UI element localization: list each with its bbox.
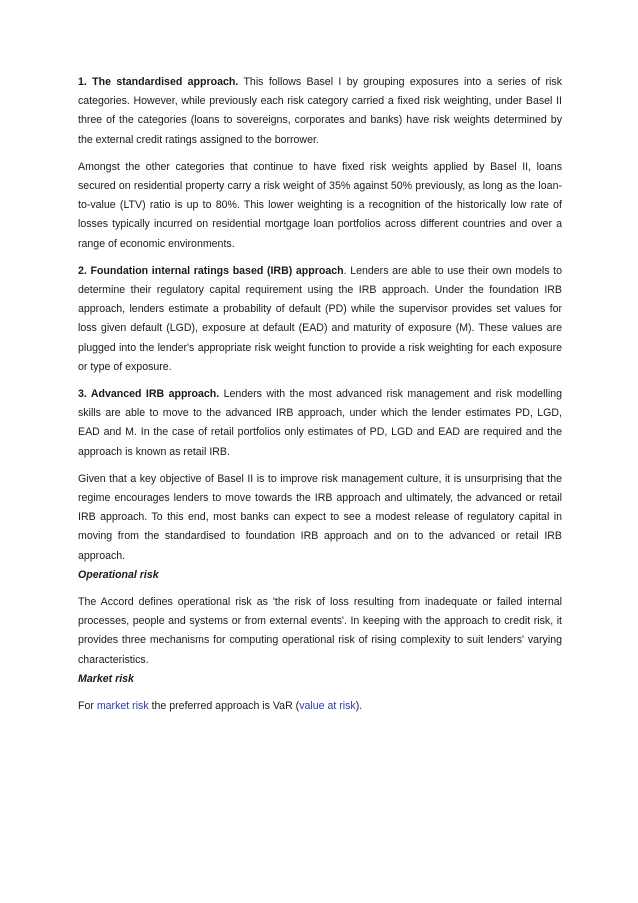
paragraph-foundation-irb xyxy=(78,262,562,377)
paragraph-basel-objective: Given that a key objective of Basel II is to improve risk management culture, it is unsurprising that the regime encourages lenders to move towards the IRB approach and ultimately, the advanced or retail IRB approach. To this end, most banks can expect to see a modest release of regulatory capital in moving from the standardised to foundation IRB approach and on to the advanced or retail IRB approach. xyxy=(78,472,562,562)
paragraph-fixed-risk-weights: Amongst the other categories that continue to have fixed risk weights applied by Basel II, loans secured on residential property carry a risk weight of 35% against 50% previously, as long as the loan-to-value (LTV) ratio is up to 80%. This lower weighting is a recognition of the historically low rate of losses typically incurred on residential mortgage loan portfolios across different countries and over a range of economic environments. xyxy=(78,160,562,250)
value-at-risk-link[interactable]: value at risk xyxy=(299,700,356,713)
market-risk-prefix: For xyxy=(78,700,97,713)
advanced-irb-heading: 3. Advanced IRB approach. xyxy=(78,388,220,401)
market-risk-middle: the preferred approach is VaR ( xyxy=(148,700,300,713)
operational-risk-heading: Operational risk xyxy=(78,568,159,581)
paragraph-market-risk xyxy=(78,697,562,716)
standardised-approach-heading: 1. The standardised approach. xyxy=(78,76,239,88)
foundation-irb-text: . Lenders are able to use their own models to determine their regulatory capital requirement using the IRB approach. Under the foundation IRB approach, lenders estimate a probability of default (PD) while the supervisor provides set values for loss given default (LGD), exposure at default (EAD) and maturity of exposure (M). These values are plugged into the lender's appropriate risk weight function to provide a risk weighting for each exposure or type of exposure. xyxy=(78,264,563,373)
paragraph-advanced-irb xyxy=(78,385,562,462)
market-risk-suffix: ). xyxy=(355,700,363,713)
market-risk-heading: Market risk xyxy=(78,672,134,685)
advanced-irb-text: Lenders with the most advanced risk management and risk modelling skills are able to move to the advanced IRB approach, under which the lender estimates PD, LGD, EAD and M. In the case of retail portfolios only estimates of PD, LGD and EAD are required and the approach is known as retail IRB. xyxy=(78,388,562,458)
market-risk-link[interactable]: market risk xyxy=(96,700,149,713)
paragraph-standardised-approach xyxy=(78,73,562,150)
document-page xyxy=(78,73,562,716)
paragraph-operational-risk: The Accord defines operational risk as 'the risk of loss resulting from inadequate or failed internal processes, people and systems or from external events'. In keeping with the approach to credit risk, it provides three mechanisms for computing operational risk of rising complexity to suit lenders' varying characteristics. xyxy=(78,596,562,666)
foundation-irb-heading: 2. Foundation internal ratings based (IRB) approach xyxy=(78,264,344,277)
standardised-approach-text: This follows Basel I by grouping exposures into a series of risk categories. However, while previously each risk category carried a fixed risk weighting, under Basel II three of the categories (loans to sovereigns, corporates and banks) have risk weights determined by the external credit ratings assigned to the borrower. xyxy=(78,76,563,146)
